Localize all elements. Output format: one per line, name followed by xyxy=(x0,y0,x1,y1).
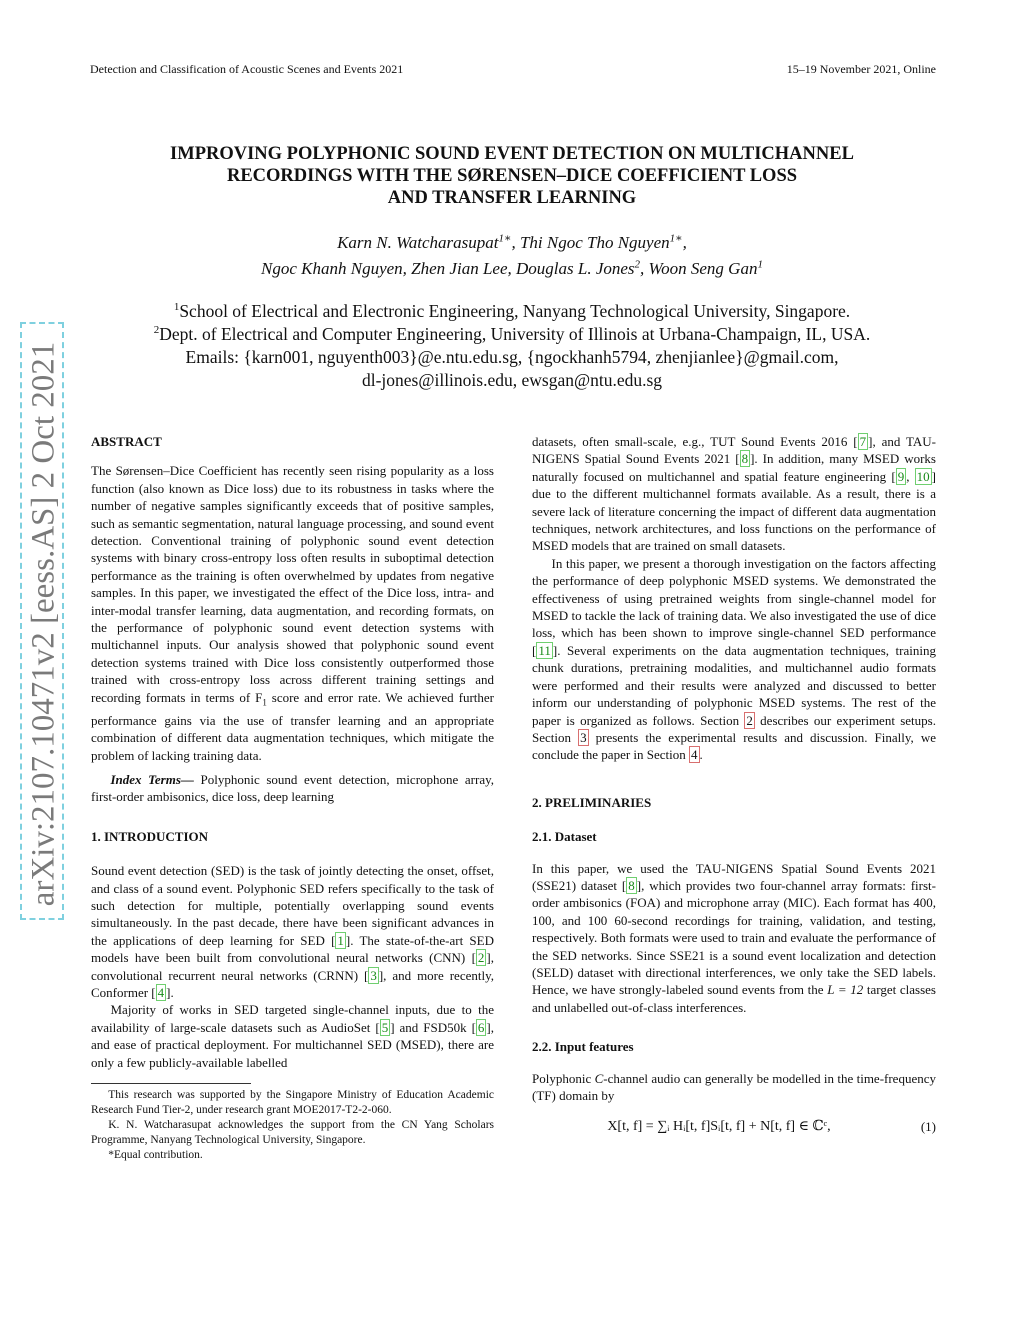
author-sup: 2 xyxy=(634,258,641,271)
dataset-paragraph xyxy=(532,860,936,1017)
text-run: ], which provides two four-channel array formats: first-order ambisonics (FOA) and microphone array (MIC). Each format has 400, 100, and 100 60-second recordings for training, validation, and testing, respectively. Both formats were used to train and evaluate the performance of the SED networks. Since SSE21 is a sound event localization and detection (SELD) dataset with directional interferences, we only take the SED labels. Hence, we have strongly-labeled sound events from the xyxy=(532,877,936,998)
footnote: K. N. Watcharasupat acknowledges the support from the CN Yang Scholars Programme, Nanyang Technological University, Singapore. xyxy=(91,1119,494,1146)
equation-1 xyxy=(532,1118,936,1135)
affiliation-2 xyxy=(60,323,964,346)
text-run: ], and more recently, Conformer [ xyxy=(91,967,494,1000)
citation-link[interactable]: 10 xyxy=(916,468,930,484)
title-line: RECORDINGS WITH THE SØRENSEN–DICE COEFFICIENT LOSS xyxy=(226,166,798,186)
author-names: Ngoc Khanh Nguyen, Zhen Jian Lee, Douglas L. Jones xyxy=(261,259,635,278)
emails-line-2: dl-jones@illinois.edu, ewsgan@ntu.edu.sg xyxy=(361,370,663,390)
author-line-1: Karn N. Watcharasupat$^{1∗}$, Thi Ngoc Tho Nguyen$^{1∗}$, xyxy=(337,232,687,252)
text-run: ], and TAU-NIGENS Spatial Sound Events 2021 [ xyxy=(532,434,936,467)
abstract-text: The Sørensen–Dice Coefficient has recently seen rising popularity as a loss function (also known as Dice loss) due to its robustness in tasks where the number of negative samples significantly exceeds that of positive samples, such as semantic segmentation, natural language processing, and sound event detection. Conventional training of polyphonic sound event detection systems with binary cross-entropy loss often results in suboptimal detection performance as the training is often overwhelmed by updates from negative samples. In this paper, we investigated the effect of the Dice loss, intra- and inter-modal transfer learning, data augmentation, and recording formats, on the performance of polyphonic sound event detection systems with multichannel inputs. Our analysis showed that polyphonic sound event detection systems trained with Dice loss consistently outperformed those trained with cross-entropy loss across different training settings and recording formats in terms of F xyxy=(91,463,494,705)
equation-number: (1) xyxy=(920,1119,936,1135)
text-run: describes our experiment setups. Section xyxy=(532,712,936,745)
footnotes xyxy=(91,1088,494,1163)
text-run: . xyxy=(699,747,703,763)
citation-link[interactable]: 9 xyxy=(897,468,905,484)
affiliations xyxy=(60,300,964,392)
affiliation-sup: 2 xyxy=(153,324,160,337)
title-line: AND TRANSFER LEARNING xyxy=(387,188,637,208)
paper-title xyxy=(80,143,944,209)
text-run: ]. xyxy=(166,984,174,1000)
intro-heading: 1. INTRODUCTION xyxy=(91,828,209,844)
footnote: *Equal contribution. xyxy=(108,1149,203,1161)
index-terms xyxy=(91,771,494,806)
citation-link[interactable]: 1 xyxy=(337,932,344,948)
citation-link[interactable]: 6 xyxy=(477,1019,485,1035)
math-inline: C xyxy=(594,1070,604,1086)
author-sup: 1 xyxy=(757,258,763,271)
citation-link[interactable]: 8 xyxy=(628,877,635,893)
citation-link[interactable]: 2 xyxy=(477,950,485,966)
arxiv-id: arXiv:2107.10471v2 [eess.AS] 2 Oct 2021 xyxy=(25,341,62,907)
abstract-heading: ABSTRACT xyxy=(91,434,162,449)
affiliation-1 xyxy=(60,300,964,323)
left-column xyxy=(91,433,494,1163)
citation-link[interactable]: 11 xyxy=(538,642,551,658)
intro-paragraph-4 xyxy=(532,555,936,764)
citation-link[interactable]: 4 xyxy=(157,984,165,1000)
text-run: datasets, often small-scale, e.g., TUT Sound Events 2016 [ xyxy=(532,434,858,449)
index-terms-text: Polyphonic sound event detection, microphone array, first-order ambisonics, dice loss, deep learning xyxy=(91,771,494,805)
text-run: ], convolutional recurrent neural networks (CRNN) [ xyxy=(91,950,494,983)
author-sup: 1∗ xyxy=(669,232,683,245)
text-run: Polyphonic xyxy=(532,1070,595,1086)
text-run: presents the experimental results and discussion. Finally, we conclude the paper in Section xyxy=(532,729,937,763)
abstract-body xyxy=(91,462,494,764)
text-run: ]. The state-of-the-art SED models have been built from convolutional neural networks (CNN) [ xyxy=(91,932,494,966)
right-column xyxy=(532,433,936,1136)
citation-link[interactable]: 5 xyxy=(381,1019,389,1035)
abstract-text-end: score and error rate. We achieved further performance gains via the use of transfer learning and an appropriate combination of different data augmentation techniques, which mitigate the problem of lacking training data. xyxy=(91,689,494,763)
citation-link[interactable]: 8 xyxy=(741,451,749,467)
footnote-rule xyxy=(91,1083,251,1084)
running-header-right: 15–19 November 2021, Online xyxy=(786,62,936,76)
abstract-subscript: 1 xyxy=(262,697,267,708)
text-run: ] due to the different multichannel formats available. As a result, there is a severe lack of literature concerning the impact of different data augmentation techniques, network architectures, and loss functions on the performance of MSED models that are trained on small datasets. xyxy=(532,468,936,554)
text-run: In this paper, we present a thorough investigation on the factors affecting the performance of deep polyphonic MSED systems. We demonstrated the effectiveness of using pretrained weights from single-channel model for MSED to tackle the lack of training data. We also investigated the use of dice loss, which has been shown to improve single-channel SED performance [ xyxy=(532,555,936,658)
intro-paragraph-2 xyxy=(91,1001,494,1071)
citation-link[interactable]: 7 xyxy=(859,434,867,449)
text-run: ]. Several experiments on the data augmentation techniques, training chunk durations, pretraining modalities, and multichannel audio formats were performed and their results were analyzed and discussed to better inform our understanding of polyphonic MSED systems. The rest of the paper is organized as follows. Section xyxy=(532,642,936,728)
title-line: IMPROVING POLYPHONIC SOUND EVENT DETECTION ON MULTICHANNEL xyxy=(170,144,854,164)
footnote: This research was supported by the Singapore Ministry of Education Academic Research Fund Tier-2, under research grant MOE2017-T2-2-060. xyxy=(91,1089,494,1116)
affiliation-text: School of Electrical and Electronic Engineering, Nanyang Technological University, Singapore. xyxy=(179,301,851,321)
running-header-left: Detection and Classification of Acoustic Scenes and Events 2021 xyxy=(90,62,404,76)
arxiv-stamp[interactable] xyxy=(20,322,64,920)
author-line-2: Ngoc Khanh Nguyen, Zhen Jian Lee, Douglas L. Jones$^2$, Woon Seng Gan$^1$ xyxy=(261,258,763,278)
affiliation-text: Dept. of Electrical and Computer Engineering, University of Illinois at Urbana-Champaign, IL, USA. xyxy=(159,324,871,344)
equation-body: X[t, f] = ∑ᵢ Hᵢ[t, f]Sᵢ[t, f] + N[t, f] ∈ ℂᶜ, xyxy=(607,1119,831,1135)
section-link[interactable]: 2 xyxy=(746,712,753,728)
section-link[interactable]: 3 xyxy=(580,729,587,745)
affiliation-sup: 1 xyxy=(173,301,180,314)
text-run: ] and FSD50k [ xyxy=(390,1019,476,1035)
text-run: ]. In addition, many MSED works naturally focused on multichannel and spatial feature engineering [ xyxy=(532,451,936,484)
author-name: Thi Ngoc Tho Nguyen xyxy=(519,233,670,252)
text-run: ], and ease of practical deployment. For multichannel SED (MSED), there are only a few publicly-available labelled xyxy=(91,1019,494,1070)
math-inline: L = 12 xyxy=(827,982,864,998)
author-name: Woon Seng Gan xyxy=(648,259,758,278)
input-features-heading: 2.2. Input features xyxy=(532,1039,634,1055)
citation-link[interactable]: 3 xyxy=(370,967,377,983)
dataset-heading: 2.1. Dataset xyxy=(532,829,597,845)
text-run: In this paper, we used the TAU-NIGENS Spatial Sound Events 2021 (SSE21) dataset [ xyxy=(532,860,936,893)
input-paragraph xyxy=(532,1070,936,1105)
preliminaries-heading: 2. PRELIMINARIES xyxy=(532,794,652,810)
author-sup: 1∗ xyxy=(498,232,512,245)
author-name: Karn N. Watcharasupat xyxy=(337,233,499,252)
section-link[interactable]: 4 xyxy=(691,747,698,763)
text-run: Sound event detection (SED) is the task of jointly detecting the onset, offset, and class of a sound event. Polyphonic SED refers specifically to the task of such detection for multiple, potentially overlapping sound events simultaneously. In the past decade, there have been significant advances in the applications of deep learning for SED [ xyxy=(91,863,494,948)
text-run: -channel audio can generally be modelled in the time-frequency (TF) domain by xyxy=(532,1070,936,1103)
author-list xyxy=(80,230,944,282)
text-run: Majority of works in SED targeted single-channel inputs, due to the availability of large-scale datasets such as AudioSet [ xyxy=(91,1002,494,1035)
intro-paragraph-3: datasets, often small-scale, e.g., TUT Sound Events 2016 [ 7 ], and TAU-NIGENS Spatial Sound Events 2021 [ 8 ]. In addition, many MSED works naturally focused on multichannel and spatial feature engineering [ 9 , 10 ] due to the different multichannel formats available. As a result, there is a severe lack of literature concerning the impact of different data augmentation techniques, network architectures, and loss functions on the performance of MSED models that are trained on small datasets. xyxy=(532,434,936,554)
index-terms-label: Index Terms— xyxy=(110,771,194,787)
text-run: target classes and unlabelled out-of-class interferences. xyxy=(532,982,936,1015)
emails-line-1: Emails: {karn001, nguyenth003}@e.ntu.edu.sg, {ngockhanh5794, zhenjianlee}@gmail.com, xyxy=(185,347,839,367)
intro-paragraph-1 xyxy=(91,862,494,1001)
